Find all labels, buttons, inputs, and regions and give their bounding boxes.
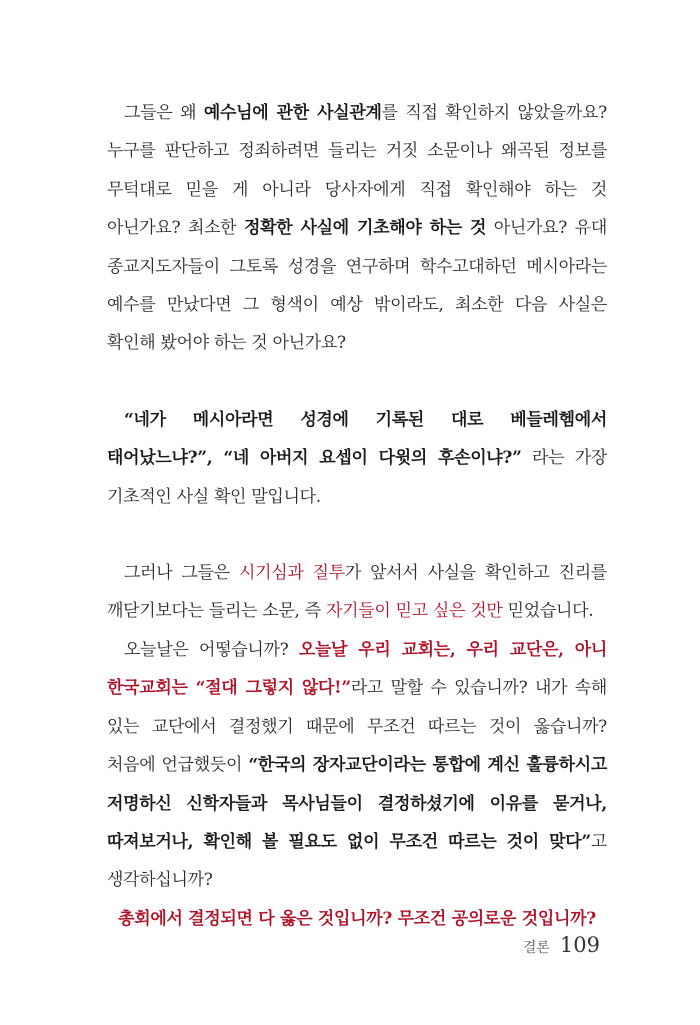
text-segment-normal: 라는 가장 기초적인 사실 확인 말입니다.: [107, 448, 607, 507]
text-segment-normal: 라고 말할 수 있습니까? 내가 속해 있는 교단에서 결정했기 때문에 무조건 따르는 것이 옳습니까? 처음에 언급했듯이: [107, 678, 607, 776]
text-segment-normal: 그러나 그들은: [124, 563, 239, 584]
paragraph-2: [107, 401, 607, 516]
text-segment-bold: 예수님에 관한 사실관계: [203, 103, 382, 123]
text-segment-red: 시기심과 질투: [238, 563, 345, 584]
text-segment-bold: “한국의 장자교단이라는 통합에 계신 훌륭하시고 저명하신 신학자들과 목사님들이 결정하셨기에 이유를 묻거나, 따져보거나, 확인해 볼 필요도 없이 무조건 따르는 것이 맞다”: [107, 755, 607, 852]
text-segment-red-bold: 오늘날 우리 교회는, 우리 교단은, 아니 한국교회는 “절대 그렇지 않다!”: [107, 639, 607, 699]
text-segment-normal: 고 생각하십니까?: [107, 831, 607, 891]
text-segment-bold: 정확한 사실에 기초해야 하는 것: [243, 218, 487, 239]
text-segment-normal: 를 직접 확인하지 않았을까요? 누구를 판단하고 정죄하려면 들리는 거짓 소문이나 왜곡된 정보를 무턱대로 믿을 게 아니라 당사자에게 직접 확인해야 하는 것 아닌가요? 최소한: [107, 103, 607, 239]
paragraph-3: [107, 554, 607, 631]
page-number: 109: [559, 933, 600, 957]
paragraph-1: [107, 94, 607, 363]
page-footer: [523, 933, 600, 957]
text-segment-normal: 가 앞서서 사실을 확인하고 진리를 깨닫기보다는 들리는 소문, 즉: [107, 563, 607, 622]
text-segment-bold: “네가 메시아라면 성경에 기록된 대로 베들레헴에서 태어났느냐?”, “네 아버지 요셉이 다윗의 후손이냐?”: [107, 409, 607, 469]
paragraph-4: [107, 631, 607, 900]
text-segment-normal: 그들은 왜: [124, 103, 204, 123]
page-body: [107, 94, 607, 938]
text-segment-normal: 아닌가요? 유대 종교지도자들이 그토록 성경을 연구하며 학수고대하던 메시아라는 예수를 만났다면 그 형색이 예상 밖이라도, 최소한 다음 사실은 확인해 봤어야 하는 것 아닌가요?: [107, 218, 607, 354]
text-segment-red: 자기들이 믿고 싶은 것만: [325, 601, 503, 622]
text-segment-normal: 오늘날은 어떻습니까?: [124, 639, 299, 660]
text-segment-red-bold: 총회에서 결정되면 다 옳은 것입니까? 무조건 공의로운 것입니까?: [118, 908, 596, 929]
text-segment-normal: 믿었습니다.: [502, 601, 594, 622]
footer-section-title: 결론: [522, 940, 550, 956]
